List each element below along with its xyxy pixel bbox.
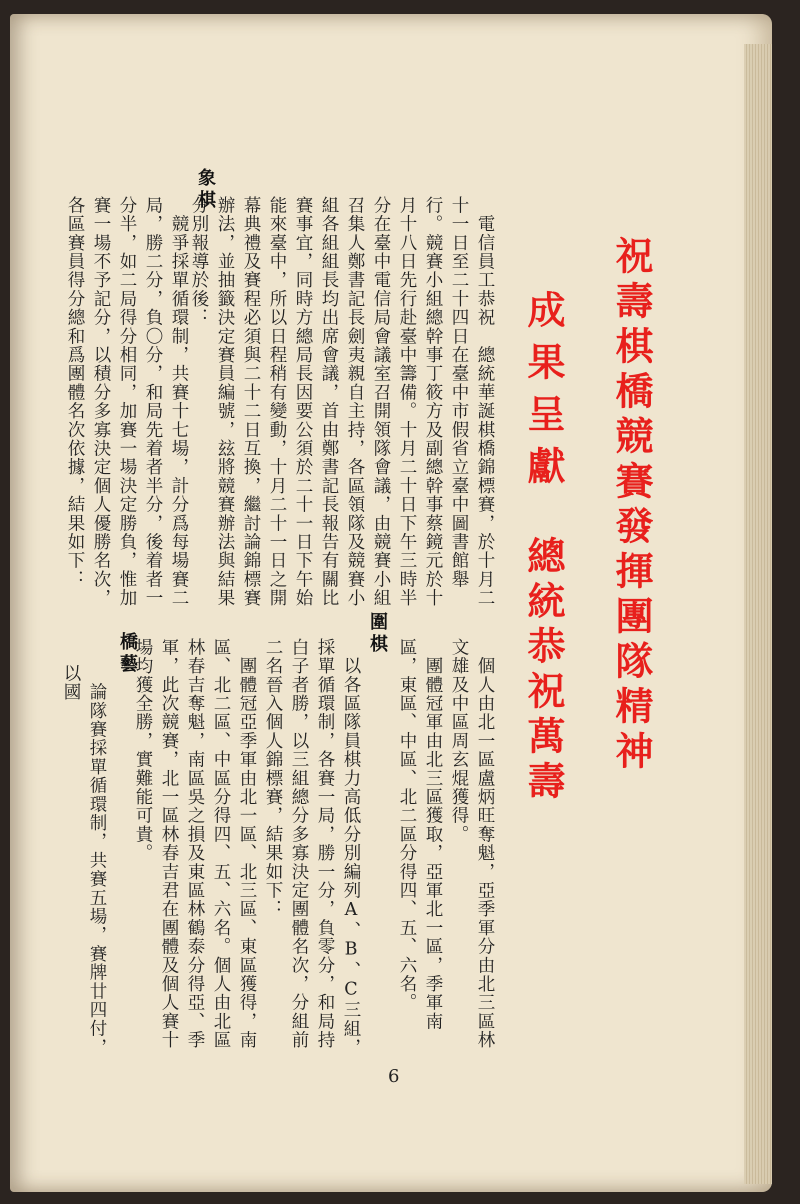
chess-heading: 象棋	[195, 168, 216, 212]
go-body: 以各區隊員棋力高低分別編列A、B、C三組，採單循環制，各賽一局，勝一分，負零分，和局持白子者勝，以三組總分多寡決定團體名次，分組前二名晉入個人錦標賽，結果如下： 團體冠亞季軍由北一區、北三區、東區獲得，南區、北二區、中區分得四、五、六名。個人由北區林春吉奪魁，南區吳之損及東區林鶴泰分得亞、季軍，此次競賽，北一區林春吉君在團體及個人賽十場均獲全勝，實難能可貴。	[133, 638, 361, 1057]
intro-paragraph: 電信員工恭祝 總統華誕棋橋錦標賽，於十月二十一日至二十四日在臺中市假省立臺中圖書館舉行。競賽小組總幹事丁筱方及副總幹事蔡鏡元於十月十八日先行赴臺中籌備。十月二十日下午三時半分在臺中電信局會議室召開領隊會議，由競賽小組召集人鄭書記長劍夷親自主持，各區領隊及競賽小組各組組長均出席會議，首由鄭書記長報告有關比賽事宜，同時方總局長因要公須於二十一日下午始能來臺中，所以日程稍有變動，十月二十一日之開幕典禮及賽程必須與二十二日互換，繼討論錦標賽辦法，並抽籤決定賽員編號，玆將競賽辦法與結果分別報導於後：	[189, 196, 495, 608]
title-line-1: 祝壽棋橋競賽發揮團隊精神	[609, 236, 653, 776]
page-number: 6	[388, 1066, 400, 1087]
chess-body: 競爭採單循環制，共賽十七場，計分爲每場賽二局，勝二分，負〇分，和局先着者半分，後着者一分半，如二局得分相同，加賽一場決定勝負，惟加賽一場不予記分，以積分多寡決定個人優勝名次，各區賽員得分總和爲團體名次依據，結果如下：	[65, 196, 189, 608]
chess-result: 個人由北一區盧炳旺奪魁，亞季軍分由北三區林文雄及中區周玄焜獲得。 團體冠軍由北三區獲取，亞軍北一區，季軍南區，東區、中區、北二區分得四、五、六名。	[397, 638, 495, 1050]
title-line-2b: 總統恭祝萬壽	[521, 536, 565, 806]
bridge-body: 論隊賽採單循環制，共賽五場，賽牌廿四付，以國	[61, 664, 107, 1057]
go-heading: 圍棋	[367, 612, 388, 656]
title-line-2a: 成果呈獻	[521, 290, 565, 498]
bridge-heading: 橋藝	[117, 632, 138, 676]
page-edges	[744, 44, 772, 1184]
